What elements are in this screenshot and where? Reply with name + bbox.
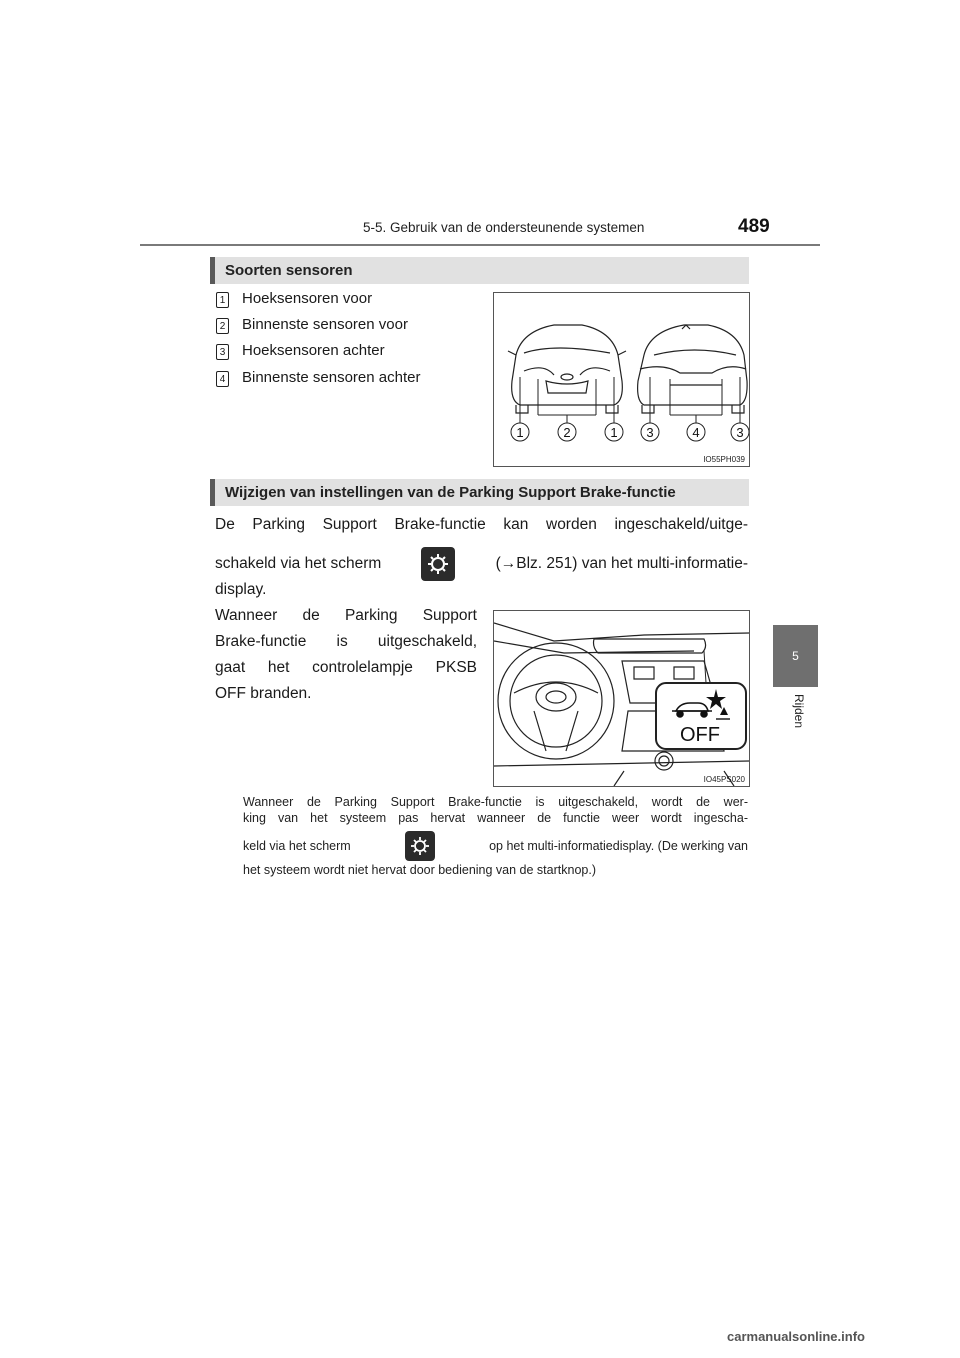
dashboard-figure: [493, 610, 750, 787]
body-paragraph-line: gaat het controlelampje PKSB: [215, 659, 477, 676]
body-paragraph-line: Brake-functie is uitgeschakeld,: [215, 633, 477, 650]
callout-label: 3: [646, 425, 654, 440]
chapter-tab: 5: [773, 625, 818, 687]
list-number-badge: 3: [216, 344, 229, 360]
list-item-label: Hoeksensoren achter: [242, 342, 385, 359]
chapter-label: Rijden: [792, 694, 806, 729]
body-paragraph-line: De Parking Support Brake-functie kan worden ingeschakeld/uitge-: [215, 516, 748, 533]
list-item-label: Hoeksensoren voor: [242, 290, 373, 307]
header-divider: [140, 244, 820, 246]
note-line: king van het systeem pas hervat wanneer de functie weer wordt ingescha-: [243, 811, 748, 825]
list-item-label: Binnenste sensoren achter: [242, 369, 421, 386]
body-text-fragment: schakeld via het scherm: [215, 555, 382, 572]
dashboard-illustration: [494, 611, 749, 786]
callout-label: 1: [610, 425, 618, 440]
note-text-fragment: op het multi-informatiedisplay. (De werking van: [489, 839, 748, 853]
callout-label: 1: [516, 425, 524, 440]
callout-label: 4: [692, 425, 700, 440]
gear-icon: [405, 831, 435, 861]
figure-id: IO45PS020: [703, 775, 745, 784]
body-text-fragment: (→Blz. 251) van het multi-informatie-: [495, 555, 748, 572]
watermark: carmanualsonline.info: [727, 1329, 865, 1344]
list-number-badge: 2: [216, 318, 229, 334]
note-line: Wanneer de Parking Support Brake-functie is uitgeschakeld, wordt de wer-: [243, 795, 748, 809]
pksb-off-indicator-text: OFF: [680, 724, 720, 746]
list-number-badge: 1: [216, 292, 229, 308]
body-paragraph-line: OFF branden.: [215, 685, 312, 702]
body-paragraph-line: Wanneer de Parking Support: [215, 607, 477, 624]
note-text-fragment: keld via het scherm: [243, 839, 351, 853]
body-paragraph-line: [215, 547, 748, 581]
section-heading-settings: Wijzigen van instellingen van de Parking Support Brake-functie: [210, 479, 749, 506]
note-line: het systeem wordt niet hervat door bediening van de startknop.): [243, 863, 596, 877]
body-paragraph-line: display.: [215, 581, 267, 598]
gear-icon: [421, 547, 455, 581]
figure-id: IO55PH039: [703, 455, 745, 464]
callout-label: 3: [736, 425, 744, 440]
page-number: 489: [738, 216, 770, 237]
car-sensor-illustration: [494, 293, 749, 466]
list-number-badge: 4: [216, 371, 229, 387]
callout-label: 2: [563, 425, 571, 440]
section-heading-sensor-types: Soorten sensoren: [210, 257, 749, 284]
section-header-title: 5-5. Gebruik van de ondersteunende systemen: [363, 220, 645, 235]
sensor-locations-figure: [493, 292, 750, 467]
note-line: [243, 830, 748, 862]
list-item-label: Binnenste sensoren voor: [242, 316, 408, 333]
